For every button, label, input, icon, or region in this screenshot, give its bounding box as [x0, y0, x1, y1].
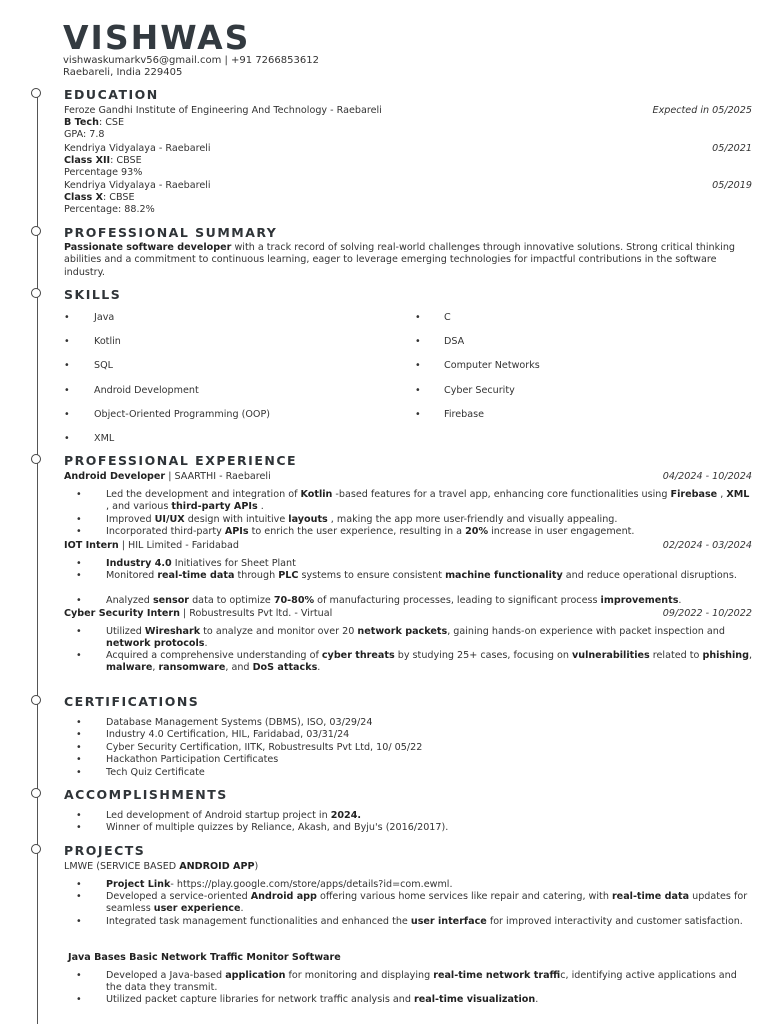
job-bullet: • Analyzed sensor data to optimize 70-80% of manufacturing processes, leading to significant process improvements. [76, 595, 682, 606]
skill-item: Kotlin [94, 336, 121, 347]
job-title-line: Android Developer | SAARTHI - Raebareli [64, 471, 271, 482]
project-bullet: • Developed a service-oriented Android app offering various home services like repair and catering, with real-time data updates for seamless user experience. [76, 891, 748, 915]
project-bullet: • Utilized packet capture libraries for network traffic analysis and real-time visualization. [76, 994, 539, 1005]
timeline-dot-accomplishments [31, 788, 41, 798]
job-bullet: • Led the development and integration of Kotlin -based features for a travel app, enhancing core functionalities using Firebase , XML , and various third-party APIs . [76, 489, 750, 513]
education-score: Percentage 93% [64, 167, 143, 178]
bullet: • [64, 409, 70, 420]
certification-item: • Tech Quiz Certificate [76, 767, 205, 778]
section-heading-projects: PROJECTS [64, 843, 146, 858]
education-school: Kendriya Vidyalaya - Raebareli [64, 143, 211, 154]
timeline-dot-education [31, 88, 41, 98]
bullet: • [64, 433, 70, 444]
section-heading-education: EDUCATION [64, 87, 159, 102]
education-date: 05/2021 [712, 143, 752, 154]
certification-item: • Database Management Systems (DBMS), ISO, 03/29/24 [76, 717, 373, 728]
project-bullet: • Project Link- https://play.google.com/store/apps/details?id=com.ewml. [76, 879, 453, 890]
section-heading-summary: PROFESSIONAL SUMMARY [64, 225, 278, 240]
location: Raebareli, India 229405 [63, 67, 183, 78]
project-title: LMWE (SERVICE BASED ANDROID APP) [64, 861, 259, 872]
job-date: 04/2024 - 10/2024 [662, 471, 752, 482]
bullet: • [64, 312, 70, 323]
timeline-dot-projects [31, 844, 41, 854]
skill-item: C [444, 312, 451, 323]
education-score: GPA: 7.8 [64, 129, 105, 140]
skill-item: XML [94, 433, 115, 444]
job-date: 09/2022 - 10/2022 [662, 608, 752, 619]
timeline-dot-certifications [31, 695, 41, 705]
education-degree: Class X: CBSE [64, 192, 135, 203]
section-heading-accomplishments: ACCOMPLISHMENTS [64, 787, 228, 802]
skill-item: SQL [94, 360, 113, 371]
accomplishment-item: • Led development of Android startup project in 2024. [76, 810, 362, 821]
summary-text: Passionate software developer with a track record of solving real-world challenges through innovative solutions. Strong critical thinking abilities and a commitment to continuous learning, eager to leverage emerging technologies for impactful contributions in the software industry. [64, 242, 735, 278]
job-bullet: • Utilized Wireshark to analyze and monitor over 20 network packets, gaining hands-on experience with packet inspection and network protocols. [76, 626, 725, 650]
bullet: • [415, 385, 421, 396]
education-degree: B Tech: CSE [64, 117, 125, 128]
job-date: 02/2024 - 03/2024 [662, 540, 752, 551]
contact-line: vishwaskumarkv56@gmail.com | +91 7266853612 [63, 55, 319, 66]
job-bullet: • Industry 4.0 Initiatives for Sheet Plant [76, 558, 296, 569]
project-bullet: • Integrated task management functionalities and enhanced the user interface for improved interactivity and customer satisfaction. [76, 916, 743, 927]
bullet: • [415, 409, 421, 420]
skill-item: DSA [444, 336, 465, 347]
skill-item: Cyber Security [444, 385, 515, 396]
job-bullet: • Incorporated third-party APIs to enrich the user experience, resulting in a 20% increase in user engagement. [76, 526, 635, 537]
skill-item: Android Development [94, 385, 199, 396]
education-school: Kendriya Vidyalaya - Raebareli [64, 180, 211, 191]
project-bullet: • Developed a Java-based application for monitoring and displaying real-time network traffic, identifying active applications and the data they transmit. [76, 970, 737, 994]
project-title: Java Bases Basic Network Traffic Monitor Software [68, 952, 341, 963]
job-bullet: • Acquired a comprehensive understanding of cyber threats by studying 25+ cases, focusing on vulnerabilities related to phishing, malware, ransomware, and DoS attacks. [76, 650, 753, 674]
bullet: • [415, 360, 421, 371]
skill-item: Object-Oriented Programming (OOP) [94, 409, 271, 420]
skill-item: Java [94, 312, 115, 323]
bullet: • [415, 336, 421, 347]
timeline-dot-experience [31, 454, 41, 464]
skill-item: Firebase [444, 409, 484, 420]
timeline-dot-skills [31, 288, 41, 298]
timeline-dot-summary [31, 226, 41, 236]
bullet: • [415, 312, 421, 323]
education-degree: Class XII: CBSE [64, 155, 142, 166]
certification-item: • Hackathon Participation Certificates [76, 754, 279, 765]
candidate-name: VISHWAS [63, 18, 251, 57]
education-school: Feroze Gandhi Institute of Engineering And Technology - Raebareli [64, 105, 382, 116]
education-score: Percentage: 88.2% [64, 204, 155, 215]
section-heading-experience: PROFESSIONAL EXPERIENCE [64, 453, 298, 468]
education-date: Expected in 05/2025 [652, 105, 752, 116]
education-date: 05/2019 [712, 180, 752, 191]
section-heading-skills: SKILLS [64, 287, 122, 302]
job-title-line: Cyber Security Intern | Robustresults Pvt ltd. - Virtual [64, 608, 333, 619]
certification-item: • Cyber Security Certification, IITK, Robustresults Pvt Ltd, 10/ 05/22 [76, 742, 423, 753]
accomplishment-item: • Winner of multiple quizzes by Reliance, Akash, and Byju's (2016/2017). [76, 822, 449, 833]
bullet: • [64, 385, 70, 396]
bullet: • [64, 360, 70, 371]
section-heading-certifications: CERTIFICATIONS [64, 694, 200, 709]
certification-item: • Industry 4.0 Certification, HIL, Faridabad, 03/31/24 [76, 729, 350, 740]
skill-item: Computer Networks [444, 360, 540, 371]
bullet: • [64, 336, 70, 347]
job-bullet: • Improved UI/UX design with intuitive layouts , making the app more user-friendly and visually appealing. [76, 514, 618, 525]
job-bullet: • Monitored real-time data through PLC systems to ensure consistent machine functionality and reduce operational disruptions. [76, 570, 737, 581]
job-title-line: IOT Intern | HIL Limited - Faridabad [64, 540, 239, 551]
